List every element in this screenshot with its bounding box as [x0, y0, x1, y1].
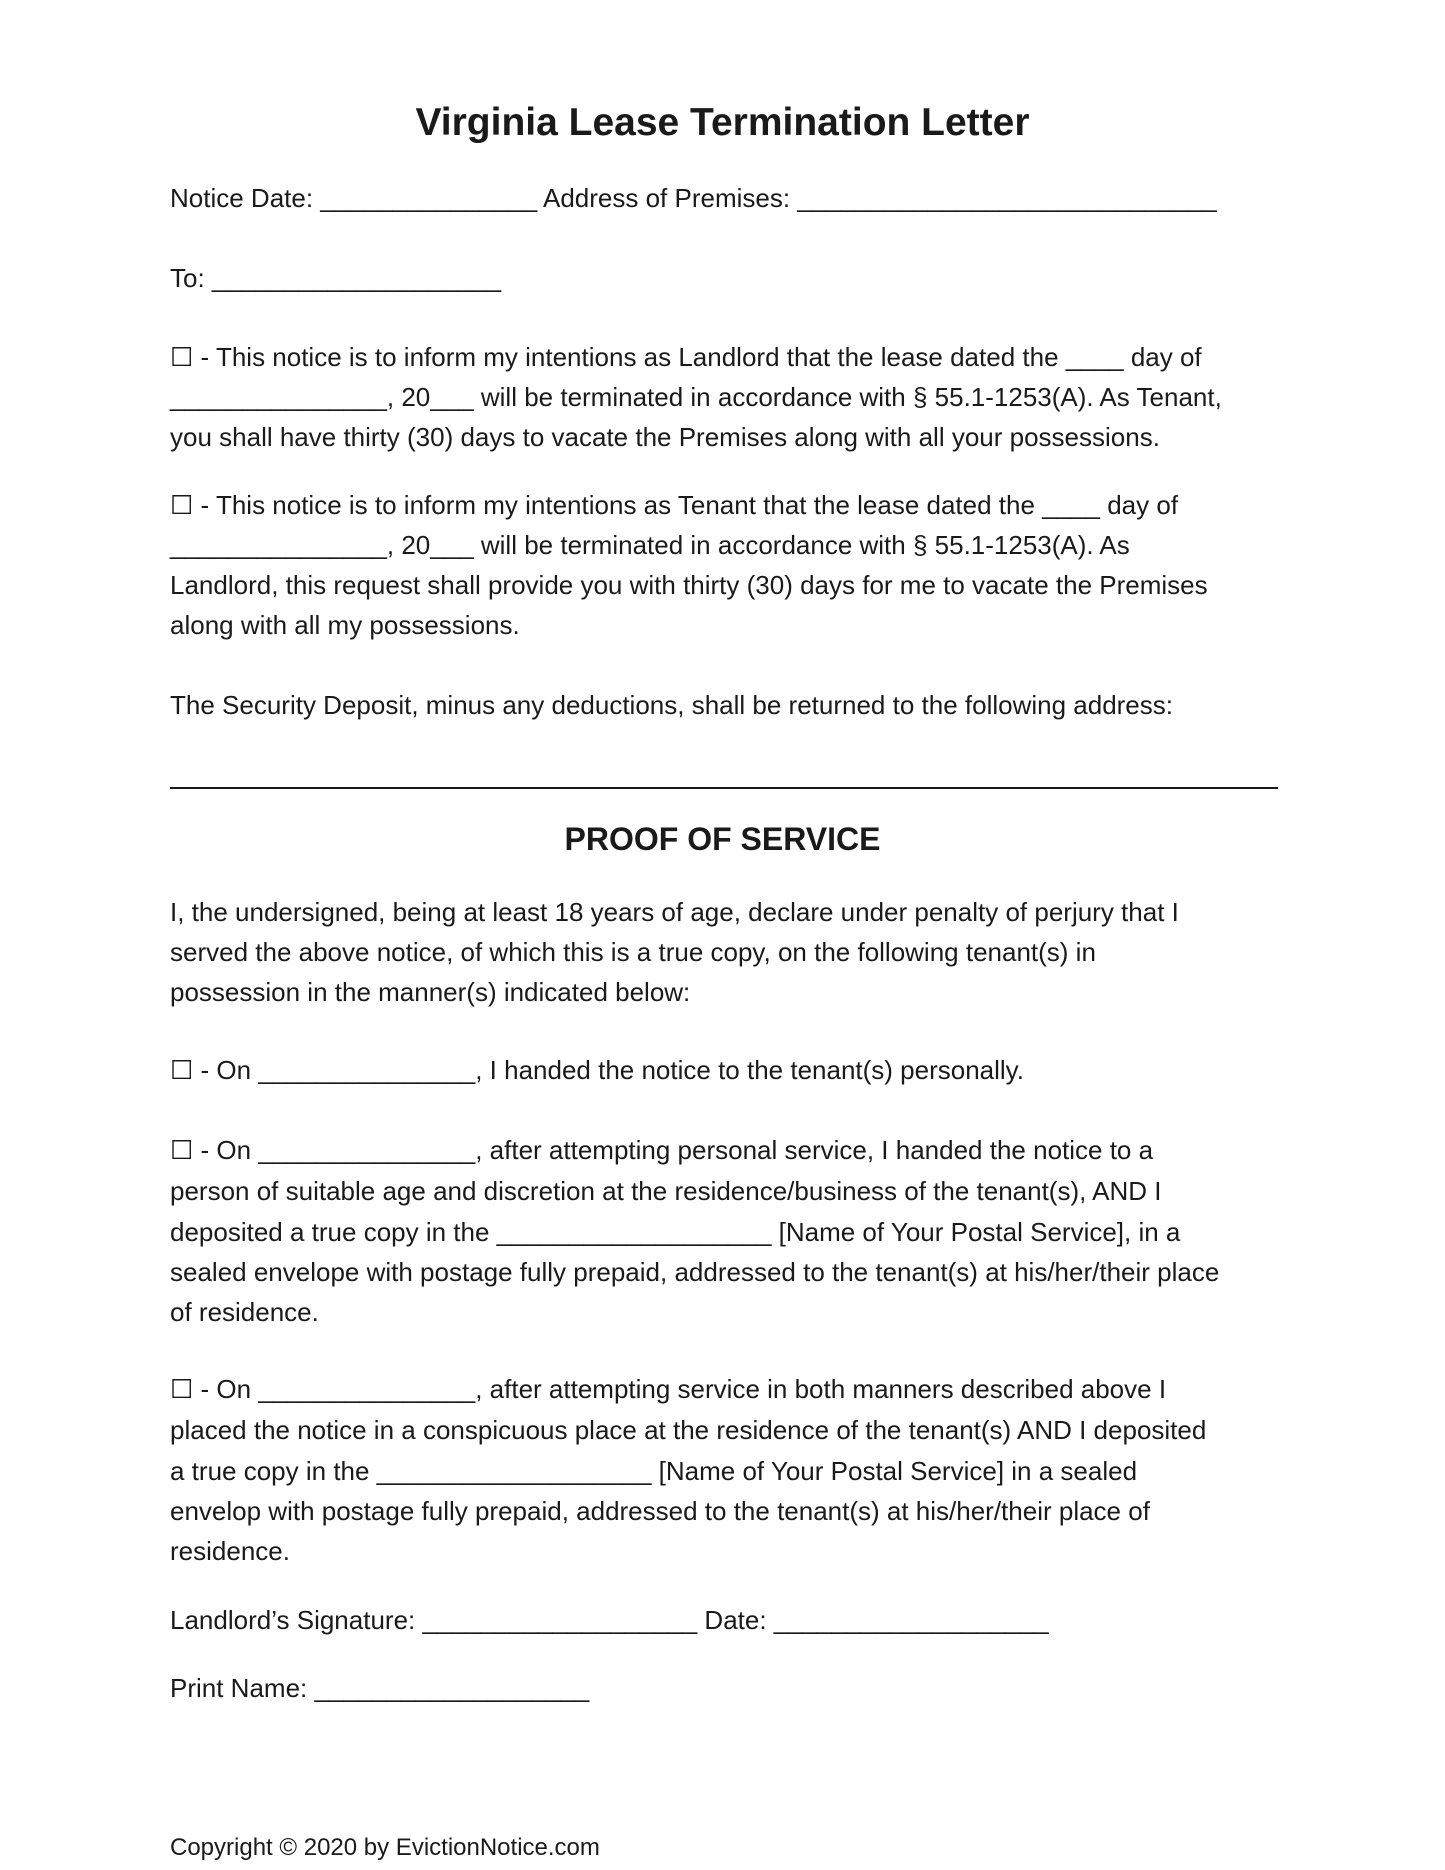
- personal-service-option: ☐ - On _______________, I handed the notice to the tenant(s) personally.: [170, 1055, 1024, 1085]
- posting-service-line: a true copy in the ___________________ [Name of Your Postal Service] in a sealed: [170, 1456, 1138, 1486]
- tenant-option-line: ☐ - This notice is to inform my intentions as Tenant that the lease dated the ____ day of: [170, 490, 1179, 520]
- substitute-service-line: of residence.: [170, 1297, 319, 1327]
- substitute-service-line: deposited a true copy in the ___________________ [Name of Your Postal Service], in a: [170, 1217, 1181, 1247]
- posting-service-line: ☐ - On _______________, after attempting service in both manners described above I: [170, 1374, 1167, 1404]
- proof-of-service-title: PROOF OF SERVICE: [564, 821, 881, 857]
- proof-intro-line: I, the undersigned, being at least 18 years of age, declare under penalty of perjury that I: [170, 897, 1179, 927]
- posting-service-line: placed the notice in a conspicuous place at the residence of the tenant(s) AND I deposited: [170, 1415, 1207, 1445]
- tenant-option-line: along with all my possessions.: [170, 610, 520, 640]
- substitute-service-line: person of suitable age and discretion at the residence/business of the tenant(s), AND I: [170, 1176, 1162, 1206]
- landlord-option-line: _______________, 20___ will be terminated in accordance with § 55.1-1253(A). As Tenant,: [170, 382, 1222, 412]
- copyright-footer: Copyright © 2020 by EvictionNotice.com: [170, 1834, 600, 1861]
- posting-service-line: residence.: [170, 1536, 290, 1566]
- substitute-service-line: ☐ - On _______________, after attempting personal service, I handed the notice to a: [170, 1135, 1154, 1165]
- document-title: Virginia Lease Termination Letter: [415, 101, 1030, 144]
- print-name-line: Print Name: ___________________: [170, 1673, 590, 1703]
- proof-intro-line: served the above notice, of which this is a true copy, on the following tenant(s) in: [170, 937, 1096, 967]
- landlord-option-line: ☐ - This notice is to inform my intentions as Landlord that the lease dated the ____ day of: [170, 342, 1202, 372]
- security-deposit-text: The Security Deposit, minus any deductions, shall be returned to the following address:: [170, 690, 1173, 720]
- signature-date-line: Landlord’s Signature: ___________________ Date: ___________________: [170, 1605, 1049, 1635]
- substitute-service-line: sealed envelope with postage fully prepaid, addressed to the tenant(s) at his/her/their place: [170, 1257, 1220, 1287]
- proof-intro-line: possession in the manner(s) indicated below:: [170, 977, 691, 1007]
- posting-service-line: envelop with postage fully prepaid, addressed to the tenant(s) at his/her/their place of: [170, 1496, 1150, 1526]
- return-address-blank-line: [170, 787, 1278, 789]
- landlord-option-line: you shall have thirty (30) days to vacate the Premises along with all your possessions.: [170, 422, 1160, 452]
- to-line: To: ____________________: [170, 263, 502, 293]
- tenant-option-line: Landlord, this request shall provide you with thirty (30) days for me to vacate the Premises: [170, 570, 1208, 600]
- notice-date-address-line: Notice Date: _______________ Address of Premises: _____________________________: [170, 183, 1217, 213]
- tenant-option-line: _______________, 20___ will be terminated in accordance with § 55.1-1253(A). As: [170, 530, 1130, 560]
